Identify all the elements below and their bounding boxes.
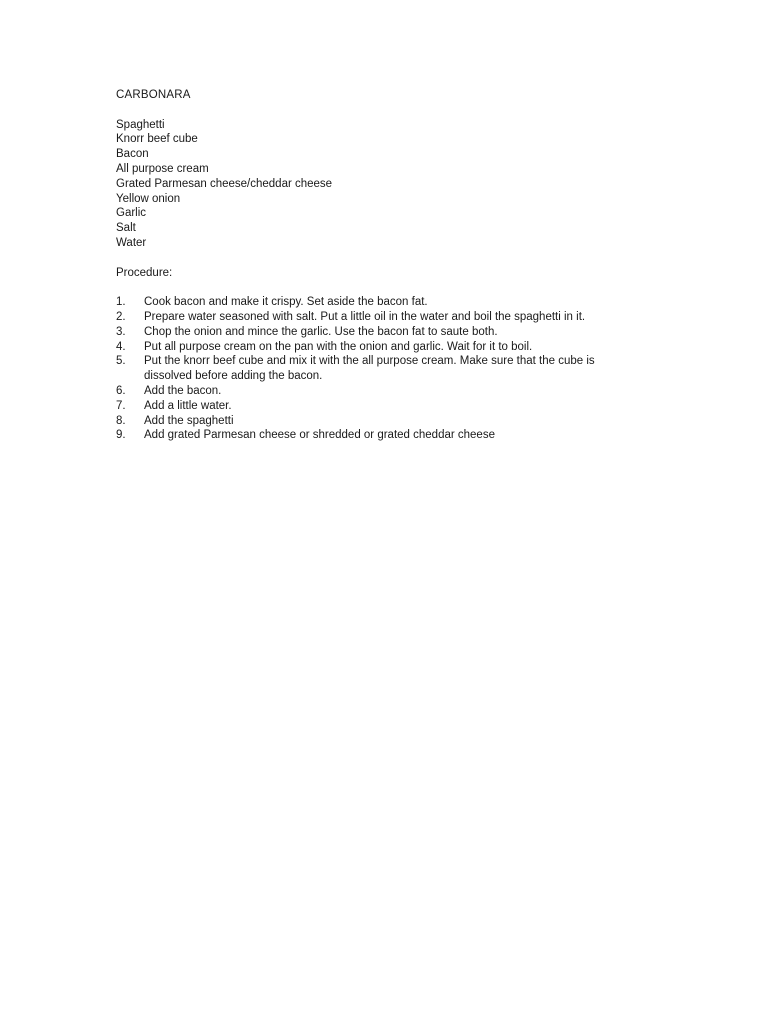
step-number: 8.	[116, 414, 126, 427]
step-text: Put the knorr beef cube and mix it with the all purpose cream. Make sure that the cube is dissolved before adding the bacon.	[144, 355, 595, 383]
ingredient-item: Yellow onion	[116, 192, 181, 205]
step-number: 1.	[116, 296, 126, 309]
ingredient-item: All purpose cream	[116, 162, 209, 175]
step-number: 9.	[116, 429, 126, 442]
step-number: 2.	[116, 310, 126, 323]
ingredient-item: Salt	[116, 222, 136, 235]
ingredient-item: Knorr beef cube	[116, 133, 198, 146]
ingredient-item: Grated Parmesan cheese/cheddar cheese	[116, 177, 333, 190]
step-number: 6.	[116, 384, 126, 397]
step-text: Add the spaghetti	[144, 414, 234, 427]
step-number: 5.	[116, 355, 126, 368]
recipe-title: CARBONARA	[116, 89, 191, 101]
procedure-step	[116, 340, 636, 355]
ingredient-item: Water	[116, 236, 147, 249]
step-text: Prepare water seasoned with salt. Put a little oil in the water and boil the spaghetti in it.	[144, 310, 586, 323]
step-text: Add a little water.	[144, 399, 232, 412]
ingredient-list	[116, 118, 636, 251]
procedure-steps	[116, 295, 636, 443]
procedure-step	[116, 310, 636, 325]
step-number: 7.	[116, 399, 126, 412]
procedure-step	[116, 414, 636, 429]
procedure-heading: Procedure:	[116, 266, 173, 279]
ingredient-item: Garlic	[116, 207, 147, 220]
document-body	[116, 88, 636, 443]
step-text: Chop the onion and mince the garlic. Use the bacon fat to saute both.	[144, 325, 498, 338]
procedure-step	[116, 399, 636, 414]
procedure-step	[116, 325, 636, 340]
step-text: Put all purpose cream on the pan with the onion and garlic. Wait for it to boil.	[144, 340, 533, 353]
procedure-step	[116, 384, 636, 399]
step-text: Add grated Parmesan cheese or shredded or grated cheddar cheese	[144, 429, 495, 442]
procedure-step	[116, 354, 636, 384]
ingredient-item: Bacon	[116, 148, 149, 161]
procedure-step	[116, 428, 636, 443]
step-text: Add the bacon.	[144, 384, 222, 397]
ingredient-item: Spaghetti	[116, 118, 165, 131]
procedure-step	[116, 295, 636, 310]
step-number: 3.	[116, 325, 126, 338]
step-number: 4.	[116, 340, 126, 353]
step-text: Cook bacon and make it crispy. Set aside the bacon fat.	[144, 296, 428, 309]
